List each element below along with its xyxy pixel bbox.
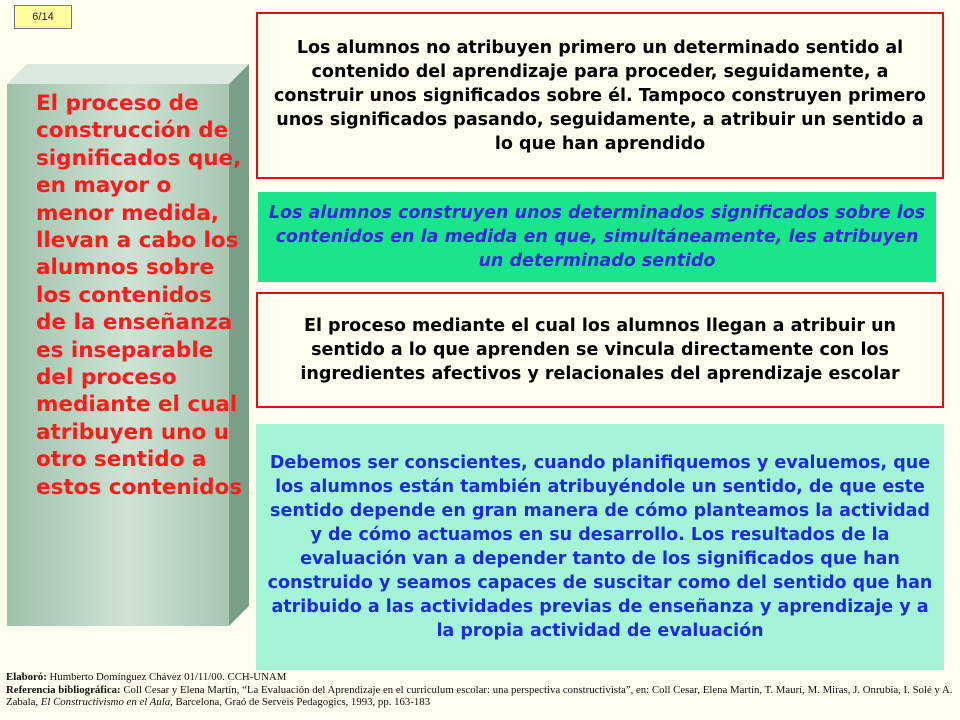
statement-box-2-text: Los alumnos construyen unos determinados significados sobre los contenidos en la medida en que, simultáneamente, les atribuyen un determinado sentido xyxy=(268,203,926,271)
footer-ref-title: El Constructivismo en el Aula xyxy=(40,696,171,709)
footer-reference-line xyxy=(6,684,954,709)
footer-author-line xyxy=(6,671,954,684)
left-panel-text: El proceso de construcción de significados que, en mayor o menor medida, llevan a cabo los alumnos sobre los contenidos de la enseñanza es inseparable del proceso mediante el cual atribuyen uno u otro sentido a estos contenidos xyxy=(36,91,243,500)
left-panel-bevel-top xyxy=(7,64,249,84)
page-number-badge: 6/14 xyxy=(14,5,72,29)
footer-author-text: Humberto Domínguez Chávez 01/11/00. CCH-UNAM xyxy=(46,671,287,683)
statement-box-2 xyxy=(258,192,936,282)
footer-author-label: Elaboró: xyxy=(6,671,47,683)
footer-credits xyxy=(6,671,954,709)
statement-box-4 xyxy=(256,424,944,670)
footer-ref-text-2: , Barcelona, Graó de Serveis Pedagogics, 1993, pp. 163-183 xyxy=(170,696,431,709)
statement-box-4-text: Debemos ser conscientes, cuando planifiquemos y evaluemos, que los alumnos están también atribuyéndole un sentido, de que este sentido depende en gran manera de cómo planteamos la actividad y de cómo actuamos en su desarrollo. Los resultados de la evaluación van a depender tanto de los significados que han construido y seamos capaces de suscitar como del sentido que han atribuido a las actividades previas de enseñanza y aprendizaje y a la propia actividad de evaluación xyxy=(267,453,933,641)
footer-ref-text-1: Coll Cesar y Elena Martín, “La Evaluación del Aprendizaje en el curriculum escolar: una perspectiva constructivista”, en: Coll Cesar, Elena Martín, T. Maurí, M. Miras, J. Onrubia, I. Solé y A. Zabala, xyxy=(6,683,953,709)
statement-box-1-text: Los alumnos no atribuyen primero un determinado sentido al contenido del aprendizaje para proceder, seguidamente, a construir unos significados sobre él. Tampoco construyen primero unos significados pasando, seguidamente, a atribuir un sentido a lo que han aprendido xyxy=(274,37,926,154)
statement-box-1 xyxy=(256,12,944,179)
footer-ref-label: Referencia bibliográfica: xyxy=(6,683,121,696)
statement-box-3-text: El proceso mediante el cual los alumnos llegan a atribuir un sentido a lo que aprenden se vincula directamente con los ingredientes afectivos y relacionales del aprendizaje escolar xyxy=(300,316,900,384)
statement-box-3 xyxy=(256,292,944,408)
